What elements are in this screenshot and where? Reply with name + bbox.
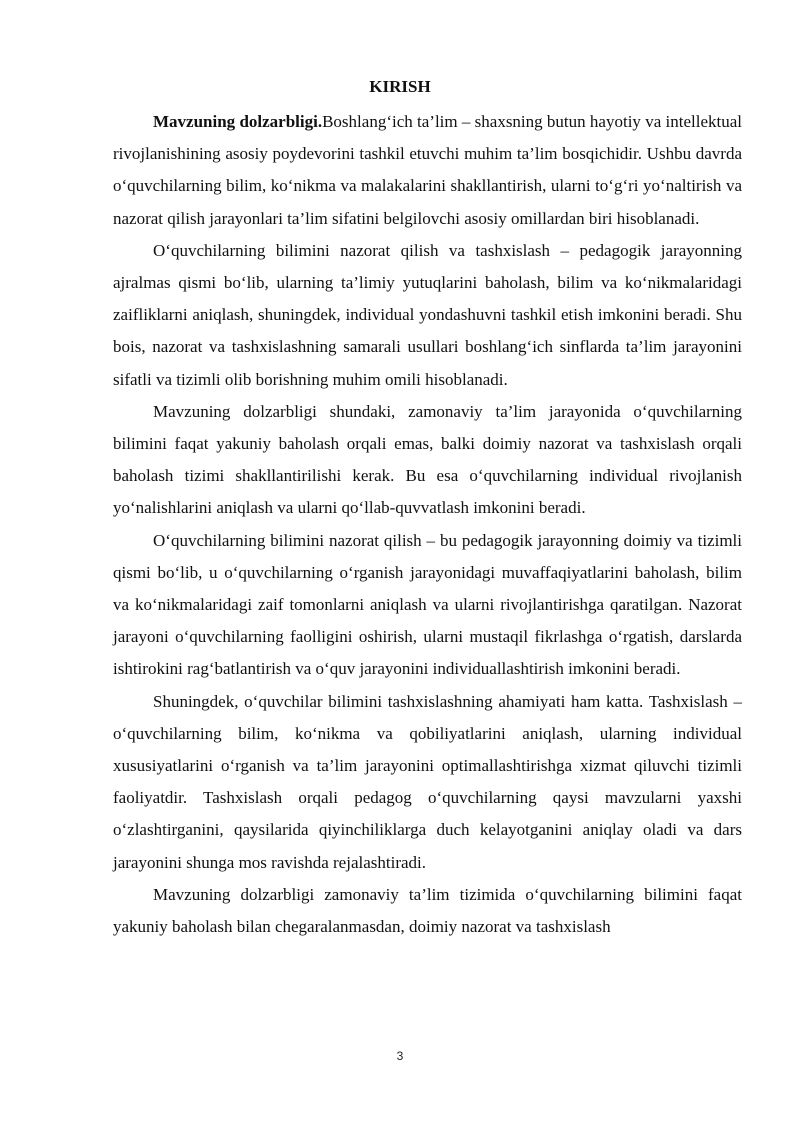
paragraph-text: Boshlang‘ich ta’lim – shaxsning butun hayotiy va intellektual rivojlanishining asosiy poydevorini tashkil etuvchi muhim ta’lim bosqichidir. Ushbu davrda o‘quvchilarning bilim, ko‘nikma va malakalarini shakllantirish, ularni to‘g‘ri yo‘naltirish va nazorat qilish jarayonlari ta’lim sifatini belgilovchi asosiy omillardan biri hisoblanadi. (113, 112, 742, 228)
paragraph (113, 686, 742, 879)
paragraph (113, 396, 742, 525)
page-number: 3 (396, 1049, 404, 1063)
paragraph-text: O‘quvchilarning bilimini nazorat qilish – bu pedagogik jarayonning doimiy va tizimli qismi bo‘lib, u o‘quvchilarning o‘rganish jarayonidagi muvaffaqiyatlarini baholash, bilim va ko‘nikmalaridagi zaif tomonlarni aniqlash va ularni rivojlantirishga qaratilgan. Nazorat jarayoni o‘quvchilarning faolligini oshirish, ularni mustaqil fikrlashga o‘rgatish, darslarda ishtirokini rag‘batlantirish va o‘quv jarayonini individuallashtirish imkonini beradi. (113, 530, 742, 679)
paragraph-lead: Mavzuning dolzarbligi. (153, 112, 323, 131)
paragraph-text: Mavzuning dolzarbligi shundaki, zamonaviy ta’lim jarayonida o‘quvchilarning bilimini faqat yakuniy baholash orqali emas, balki doimiy nazorat va tashxislash orqali baholash tizimi shakllantirilishi kerak. Bu esa o‘quvchilarning individual rivojlanish yo‘nalishlarini aniqlash va ularni qo‘llab-quvvatlash imkonini beradi. (113, 401, 742, 518)
paragraph-text: O‘quvchilarning bilimini nazorat qilish va tashxislash – pedagogik jarayonning ajralmas qismi bo‘lib, ularning ta’limiy yutuqlarini baholash, bilim va ko‘nikmalaridagi zaifliklarni aniqlash, shuningdek, individual yondashuvni tashkil etish imkonini beradi. Shu bois, nazorat va tashxislashning samarali usullari boshlang‘ich sinflarda ta’lim jarayonini sifatli va tizimli olib borishning muhim omili hisoblanadi. (113, 240, 742, 389)
page-heading: KIRISH (369, 77, 431, 96)
paragraph (113, 106, 742, 235)
paragraph-text: Shuningdek, o‘quvchilar bilimini tashxislashning ahamiyati ham katta. Tashxislash – o‘quvchilarning bilim, ko‘nikma va qobiliyatlarini aniqlash, ularning individual xususiyatlarini o‘rganish va ta’lim jarayonini optimallashtirishga xizmat qiluvchi tizimli faoliyatdir. Tashxislash orqali pedagog o‘quvchilarning qaysi mavzularni yaxshi o‘zlashtirganini, qaysilarida qiyinchiliklarga duch kelayotganini aniqlay oladi va dars jarayonini shunga mos ravishda rejalashtiradi. (113, 691, 742, 872)
paragraph-text: Mavzuning dolzarbligi zamonaviy ta’lim tizimida o‘quvchilarning bilimini faqat yakuniy baholash bilan chegaralanmasdan, doimiy nazorat va tashxislash (113, 884, 742, 937)
body-text (113, 106, 742, 943)
paragraph (113, 879, 742, 943)
paragraph (113, 235, 742, 396)
paragraph (113, 525, 742, 686)
